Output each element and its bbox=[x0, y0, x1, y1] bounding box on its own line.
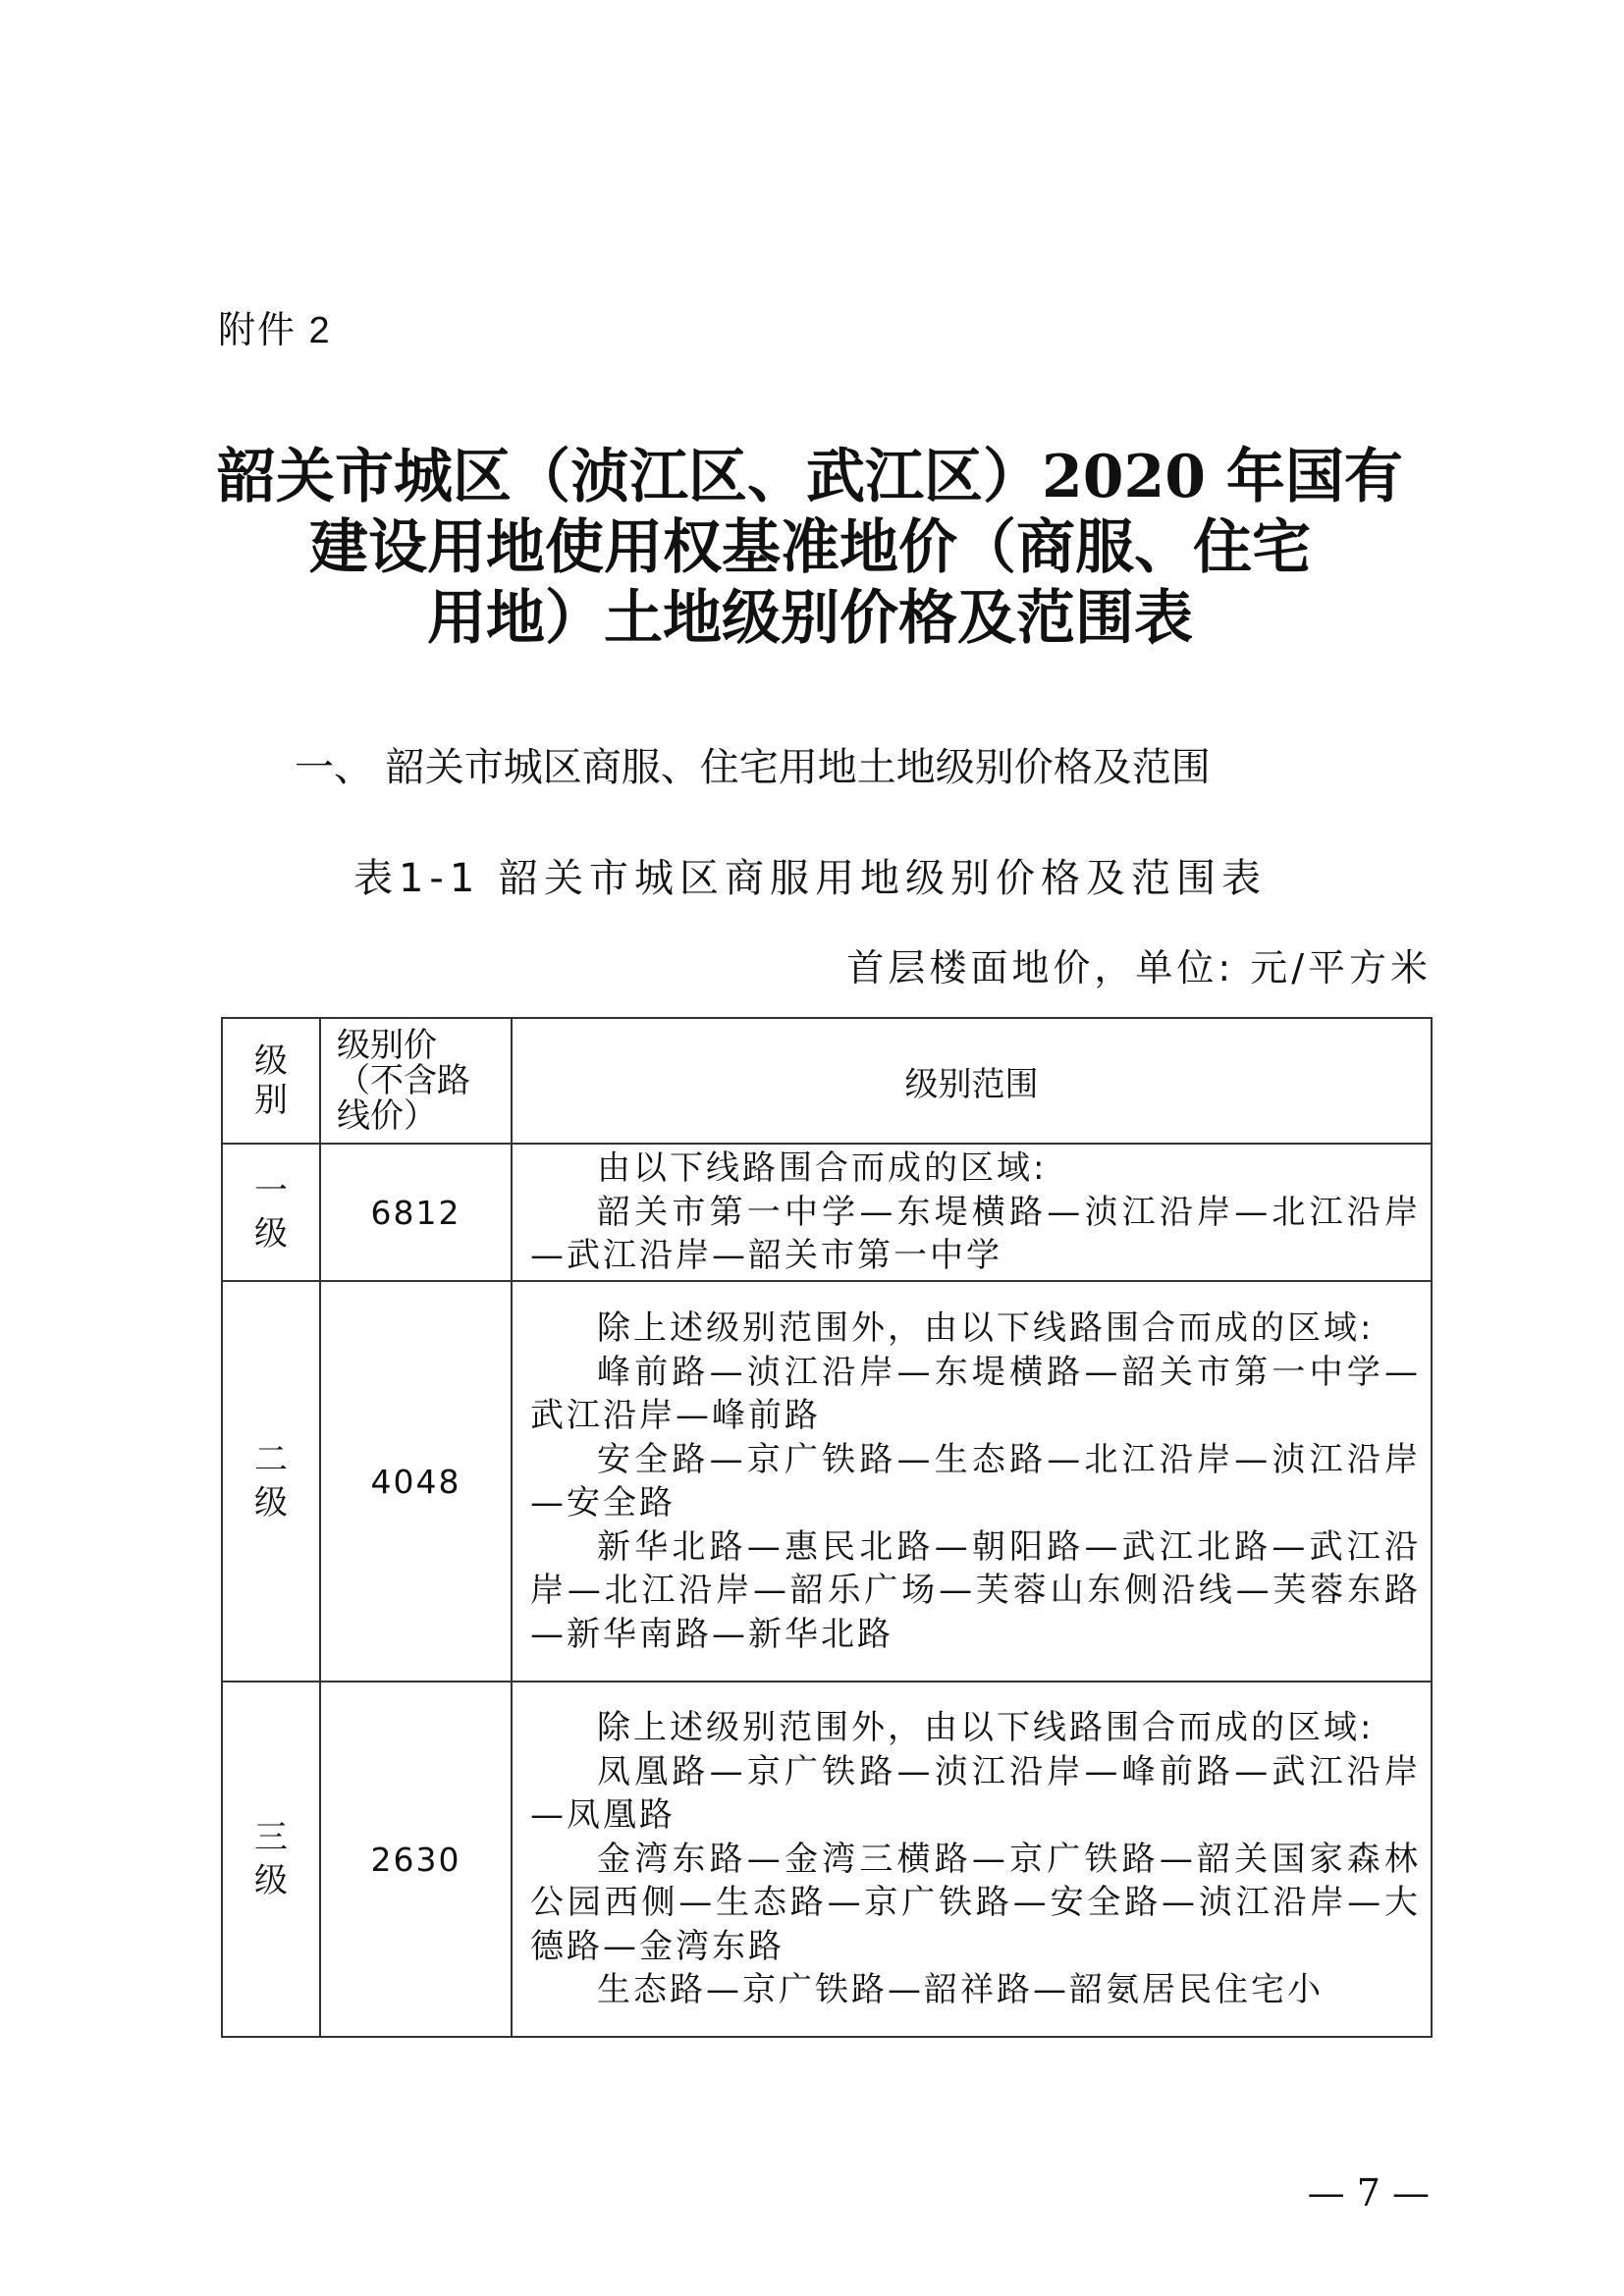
header-range: 级别范围 bbox=[512, 1018, 1432, 1144]
range-paragraph: 除上述级别范围外，由以下线路围合而成的区域: bbox=[597, 1708, 1375, 1748]
grade-cell bbox=[222, 1144, 320, 1281]
page-number: — 7 — bbox=[1307, 2171, 1430, 2215]
section-heading: 一、 韶关市城区商服、住宅用地土地级别价格及范围 bbox=[295, 745, 1211, 790]
title-line-2: 建设用地使用权基准地价（商服、住宅 bbox=[309, 513, 1311, 582]
header-price bbox=[320, 1018, 512, 1144]
header-grade-line: 别 bbox=[254, 1081, 288, 1120]
grade-char: 级 bbox=[254, 1214, 288, 1254]
grade-char: 级 bbox=[254, 1483, 288, 1522]
title-line-1: 韶关市城区（浈江区、武江区）2020 年国有 bbox=[217, 443, 1403, 511]
header-grade-line: 级 bbox=[254, 1041, 288, 1081]
grade-char: 级 bbox=[254, 1861, 288, 1900]
range-paragraph: 安全路—京广铁路—生态路—北江沿岸—浈江沿岸—安全路 bbox=[530, 1439, 1421, 1522]
range-cell bbox=[512, 1682, 1432, 2037]
range-paragraph: 金湾东路—金湾三横路—京广铁路—韶关国家森林公园西侧—生态路—京广铁路—安全路—浈江沿岸—大德路—金湾东路 bbox=[530, 1839, 1421, 1966]
table-header-row bbox=[222, 1018, 1432, 1144]
header-price-line: 线价） bbox=[337, 1096, 437, 1136]
range-paragraph: 生态路—京广铁路—韶祥路—韶氨居民住宅小 bbox=[597, 1970, 1324, 2010]
grade-char: 三 bbox=[254, 1818, 288, 1857]
grade-char: 一 bbox=[254, 1171, 288, 1210]
price-cell: 4048 bbox=[320, 1281, 512, 1682]
attachment-label: 附件 2 bbox=[218, 310, 332, 351]
grade-cell bbox=[222, 1682, 320, 2037]
range-paragraph: 由以下线路围合而成的区域: bbox=[597, 1148, 1048, 1189]
grade-cell bbox=[222, 1281, 320, 1682]
range-paragraph: 韶关市第一中学—东堤横路—浈江沿岸—北江沿岸—武江沿岸—韶关市第一中学 bbox=[530, 1192, 1421, 1276]
header-price-line: （不含路 bbox=[337, 1061, 470, 1100]
unit-note: 首层楼面地价，单位: 元/平方米 bbox=[846, 946, 1432, 989]
price-cell: 6812 bbox=[320, 1144, 512, 1281]
range-cell bbox=[512, 1281, 1432, 1682]
title-line-3: 用地）土地级别价格及范围表 bbox=[427, 584, 1193, 653]
document-title bbox=[147, 442, 1473, 654]
header-price-line: 级别价 bbox=[337, 1026, 437, 1065]
table-row bbox=[222, 1144, 1432, 1281]
range-paragraph: 凤凰路—京广铁路—浈江沿岸—峰前路—武江沿岸—凤凰路 bbox=[530, 1751, 1421, 1836]
table-row bbox=[222, 1682, 1432, 2037]
price-cell: 2630 bbox=[320, 1682, 512, 2037]
table-caption: 表1-1 韶关市城区商服用地级别价格及范围表 bbox=[352, 856, 1268, 901]
range-paragraph: 峰前路—浈江沿岸—东堤横路—韶关市第一中学—武江沿岸—峰前路 bbox=[530, 1352, 1421, 1435]
grade-price-table bbox=[221, 1017, 1433, 2038]
range-paragraph: 除上述级别范围外，由以下线路围合而成的区域: bbox=[597, 1308, 1375, 1348]
header-grade bbox=[222, 1018, 320, 1144]
range-cell bbox=[512, 1144, 1432, 1281]
table-row bbox=[222, 1281, 1432, 1682]
range-paragraph: 新华北路—惠民北路—朝阳路—武江北路—武江沿岸—北江沿岸—韶乐广场—芙蓉山东侧沿线—芙蓉东路—新华南路—新华北路 bbox=[530, 1526, 1421, 1654]
grade-char: 二 bbox=[254, 1440, 288, 1479]
